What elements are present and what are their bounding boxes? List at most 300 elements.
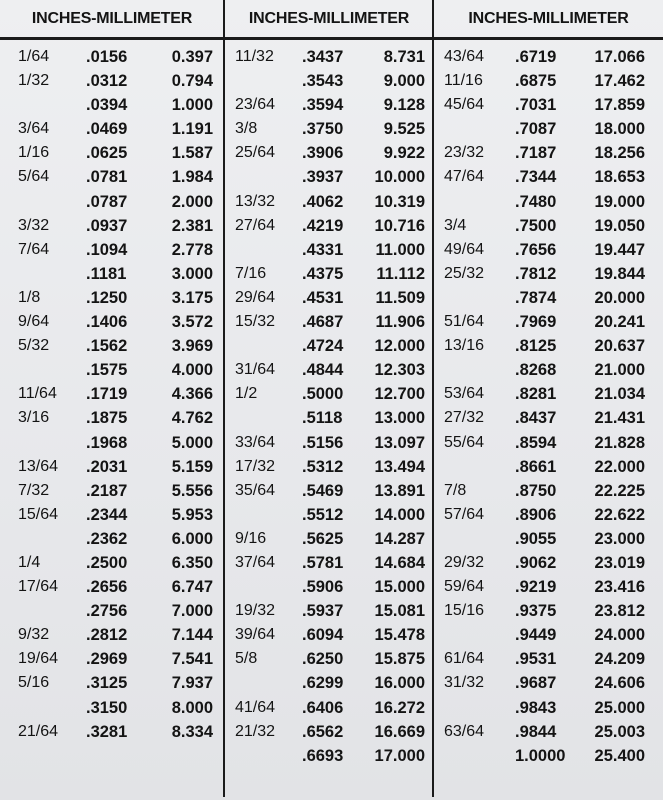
decimal-inch-cell: .2187 bbox=[86, 481, 128, 500]
table-row bbox=[434, 696, 663, 720]
fraction-cell: 59/64 bbox=[444, 578, 485, 596]
table-row bbox=[225, 599, 433, 623]
fraction-cell: 27/64 bbox=[235, 216, 276, 234]
fraction-cell: 29/32 bbox=[444, 553, 485, 571]
millimeter-cell: 13.000 bbox=[374, 409, 425, 428]
decimal-inch-cell: .6693 bbox=[302, 746, 344, 765]
decimal-inch-cell: .2656 bbox=[86, 578, 128, 597]
table-row bbox=[434, 527, 663, 551]
fraction-cell: 11/64 bbox=[18, 385, 57, 403]
millimeter-cell: 9.922 bbox=[383, 144, 425, 163]
millimeter-cell: 7.937 bbox=[171, 674, 213, 693]
table-row bbox=[225, 479, 433, 503]
table-row bbox=[225, 214, 433, 238]
millimeter-cell: 1.587 bbox=[171, 144, 213, 163]
millimeter-cell: 5.556 bbox=[171, 481, 213, 500]
millimeter-cell: 16.669 bbox=[374, 722, 425, 741]
decimal-inch-cell: .9062 bbox=[515, 553, 557, 572]
table-row bbox=[434, 238, 663, 262]
fraction-cell: 1/4 bbox=[18, 553, 41, 571]
decimal-inch-cell: .7031 bbox=[515, 96, 557, 115]
millimeter-cell: 4.000 bbox=[171, 361, 213, 380]
millimeter-cell: 15.000 bbox=[374, 578, 425, 597]
millimeter-cell: 1.191 bbox=[171, 120, 213, 139]
table-row bbox=[0, 214, 224, 238]
table-row bbox=[434, 69, 663, 93]
millimeter-cell: 12.000 bbox=[374, 337, 425, 356]
table-row bbox=[434, 623, 663, 647]
table-row bbox=[225, 647, 433, 671]
table-row bbox=[434, 358, 663, 382]
fraction-cell: 29/64 bbox=[235, 288, 276, 306]
millimeter-cell: 24.209 bbox=[594, 650, 645, 669]
table-row bbox=[225, 623, 433, 647]
millimeter-cell: 7.541 bbox=[171, 650, 213, 669]
decimal-inch-cell: .1181 bbox=[86, 264, 127, 283]
table-row bbox=[434, 262, 663, 286]
fraction-cell: 1/32 bbox=[18, 72, 50, 90]
millimeter-cell: 6.000 bbox=[171, 529, 213, 548]
fraction-cell: 25/32 bbox=[444, 264, 485, 282]
decimal-inch-cell: .3281 bbox=[86, 722, 128, 741]
table-row bbox=[0, 117, 224, 141]
fraction-cell: 51/64 bbox=[444, 313, 485, 331]
decimal-inch-cell: .9055 bbox=[515, 529, 557, 548]
millimeter-cell: 21.034 bbox=[594, 385, 645, 404]
fraction-cell: 53/64 bbox=[444, 385, 485, 403]
table-row bbox=[434, 551, 663, 575]
table-row bbox=[434, 671, 663, 695]
millimeter-cell: 6.350 bbox=[171, 553, 213, 572]
millimeter-cell: 9.525 bbox=[383, 120, 425, 139]
millimeter-cell: 18.000 bbox=[594, 120, 645, 139]
decimal-inch-cell: .2031 bbox=[86, 457, 128, 476]
column-header: INCHES-MILLIMETER bbox=[225, 0, 433, 40]
decimal-inch-cell: .7812 bbox=[515, 264, 557, 283]
millimeter-cell: 7.144 bbox=[171, 626, 213, 645]
fraction-cell: 23/64 bbox=[235, 96, 276, 114]
table-row bbox=[225, 551, 433, 575]
decimal-inch-cell: .5906 bbox=[302, 578, 344, 597]
fraction-cell: 5/32 bbox=[18, 337, 50, 355]
table-row bbox=[434, 334, 663, 358]
millimeter-cell: 14.684 bbox=[374, 553, 425, 572]
decimal-inch-cell: .3543 bbox=[302, 72, 344, 91]
millimeter-cell: 16.000 bbox=[374, 674, 425, 693]
table-row bbox=[0, 551, 224, 575]
decimal-inch-cell: .7087 bbox=[515, 120, 557, 139]
table-row bbox=[0, 310, 224, 334]
table-row bbox=[434, 431, 663, 455]
decimal-inch-cell: .0787 bbox=[86, 192, 128, 211]
fraction-cell: 7/32 bbox=[18, 481, 50, 499]
fraction-cell: 39/64 bbox=[235, 626, 276, 644]
decimal-inch-cell: .7874 bbox=[515, 288, 557, 307]
millimeter-cell: 10.319 bbox=[374, 192, 425, 211]
decimal-inch-cell: .8281 bbox=[515, 385, 557, 404]
fraction-cell: 9/64 bbox=[18, 313, 50, 331]
fraction-cell: 7/16 bbox=[235, 264, 267, 282]
table-row bbox=[434, 720, 663, 744]
fraction-cell: 31/64 bbox=[235, 361, 276, 379]
millimeter-cell: 23.000 bbox=[594, 529, 645, 548]
table-row bbox=[434, 141, 663, 165]
table-row bbox=[225, 720, 433, 744]
decimal-inch-cell: .8437 bbox=[515, 409, 557, 428]
fraction-cell: 3/64 bbox=[18, 120, 50, 138]
fraction-cell: 15/16 bbox=[444, 602, 485, 620]
table-row bbox=[225, 382, 433, 406]
millimeter-cell: 4.366 bbox=[171, 385, 213, 404]
millimeter-cell: 5.953 bbox=[171, 505, 213, 524]
decimal-inch-cell: .5781 bbox=[302, 553, 344, 572]
table-row bbox=[434, 93, 663, 117]
millimeter-cell: 17.859 bbox=[594, 96, 645, 115]
table-row bbox=[225, 190, 433, 214]
millimeter-cell: 10.000 bbox=[374, 168, 425, 187]
decimal-inch-cell: .6875 bbox=[515, 72, 557, 91]
decimal-inch-cell: .5469 bbox=[302, 481, 344, 500]
decimal-inch-cell: .1719 bbox=[86, 385, 128, 404]
table-row bbox=[0, 623, 224, 647]
fraction-cell: 21/64 bbox=[18, 722, 59, 740]
decimal-inch-cell: .1875 bbox=[86, 409, 128, 428]
table-row bbox=[225, 69, 433, 93]
millimeter-cell: 19.844 bbox=[594, 264, 645, 283]
column-header: INCHES-MILLIMETER bbox=[0, 0, 224, 40]
fraction-cell: 21/32 bbox=[235, 722, 276, 740]
fraction-cell: 7/8 bbox=[444, 481, 467, 499]
table-row bbox=[434, 599, 663, 623]
fraction-cell: 3/16 bbox=[18, 409, 50, 427]
millimeter-cell: 5.000 bbox=[171, 433, 213, 452]
millimeter-cell: 3.572 bbox=[171, 313, 213, 332]
table-row bbox=[0, 575, 224, 599]
column-rows bbox=[434, 45, 663, 768]
fraction-cell: 13/64 bbox=[18, 457, 59, 475]
millimeter-cell: 25.003 bbox=[594, 722, 645, 741]
fraction-cell: 1/2 bbox=[235, 385, 258, 403]
table-row bbox=[225, 334, 433, 358]
table-row bbox=[0, 141, 224, 165]
millimeter-cell: 22.000 bbox=[594, 457, 645, 476]
decimal-inch-cell: .5118 bbox=[302, 409, 343, 428]
decimal-inch-cell: .7656 bbox=[515, 240, 557, 259]
decimal-inch-cell: .9449 bbox=[515, 626, 557, 645]
table-row bbox=[225, 93, 433, 117]
millimeter-cell: 19.447 bbox=[594, 240, 645, 259]
decimal-inch-cell: .3594 bbox=[302, 96, 344, 115]
millimeter-cell: 24.000 bbox=[594, 626, 645, 645]
decimal-inch-cell: .2969 bbox=[86, 650, 128, 669]
decimal-inch-cell: .1575 bbox=[86, 361, 128, 380]
millimeter-cell: 9.000 bbox=[383, 72, 425, 91]
fraction-cell: 3/4 bbox=[444, 216, 467, 234]
table-row bbox=[434, 45, 663, 69]
millimeter-cell: 21.431 bbox=[594, 409, 645, 428]
table-row bbox=[0, 334, 224, 358]
table-row bbox=[434, 744, 663, 768]
decimal-inch-cell: .6094 bbox=[302, 626, 344, 645]
fraction-cell: 7/64 bbox=[18, 240, 50, 258]
decimal-inch-cell: .0469 bbox=[86, 120, 128, 139]
fraction-cell: 19/64 bbox=[18, 650, 59, 668]
fraction-cell: 23/32 bbox=[444, 144, 485, 162]
millimeter-cell: 3.969 bbox=[171, 337, 213, 356]
table-row bbox=[0, 671, 224, 695]
millimeter-cell: 0.794 bbox=[171, 72, 213, 91]
decimal-inch-cell: .5312 bbox=[302, 457, 344, 476]
fraction-cell: 43/64 bbox=[444, 48, 485, 65]
decimal-inch-cell: .1406 bbox=[86, 313, 128, 332]
table-row bbox=[434, 117, 663, 141]
decimal-inch-cell: .3937 bbox=[302, 168, 344, 187]
table-row bbox=[434, 382, 663, 406]
millimeter-cell: 13.891 bbox=[374, 481, 425, 500]
decimal-inch-cell: .5512 bbox=[302, 505, 344, 524]
table-row bbox=[225, 527, 433, 551]
table-row bbox=[225, 141, 433, 165]
millimeter-cell: 15.875 bbox=[374, 650, 425, 669]
table-row bbox=[434, 190, 663, 214]
fraction-cell: 49/64 bbox=[444, 240, 485, 258]
table-row bbox=[225, 575, 433, 599]
millimeter-cell: 22.622 bbox=[594, 505, 645, 524]
table-row bbox=[0, 358, 224, 382]
table-row bbox=[0, 238, 224, 262]
decimal-inch-cell: .8268 bbox=[515, 361, 557, 380]
fraction-cell: 17/32 bbox=[235, 457, 276, 475]
decimal-inch-cell: .8125 bbox=[515, 337, 557, 356]
millimeter-cell: 21.000 bbox=[594, 361, 645, 380]
fraction-cell: 25/64 bbox=[235, 144, 276, 162]
millimeter-cell: 3.175 bbox=[171, 288, 213, 307]
millimeter-cell: 21.828 bbox=[594, 433, 645, 452]
fraction-cell: 57/64 bbox=[444, 505, 485, 523]
decimal-inch-cell: .0156 bbox=[86, 48, 128, 66]
table-row bbox=[434, 479, 663, 503]
table-row bbox=[434, 647, 663, 671]
millimeter-cell: 15.081 bbox=[374, 602, 425, 621]
millimeter-cell: 2.381 bbox=[171, 216, 213, 235]
millimeter-cell: 0.397 bbox=[171, 48, 213, 66]
millimeter-cell: 23.019 bbox=[594, 553, 645, 572]
table-row bbox=[0, 455, 224, 479]
decimal-inch-cell: .6562 bbox=[302, 722, 344, 741]
decimal-inch-cell: .2756 bbox=[86, 602, 128, 621]
millimeter-cell: 23.416 bbox=[594, 578, 645, 597]
decimal-inch-cell: .5937 bbox=[302, 602, 344, 621]
decimal-inch-cell: .6250 bbox=[302, 650, 344, 669]
column-rows bbox=[225, 45, 433, 768]
table-row bbox=[434, 503, 663, 527]
decimal-inch-cell: .4724 bbox=[302, 337, 344, 356]
fraction-cell: 1/8 bbox=[18, 288, 41, 306]
millimeter-cell: 19.050 bbox=[594, 216, 645, 235]
table-row bbox=[0, 165, 224, 189]
column-3 bbox=[434, 0, 663, 800]
table-row bbox=[0, 720, 224, 744]
column-1 bbox=[0, 0, 224, 800]
decimal-inch-cell: .4331 bbox=[302, 240, 344, 259]
millimeter-cell: 16.272 bbox=[374, 698, 425, 717]
decimal-inch-cell: .9375 bbox=[515, 602, 557, 621]
millimeter-cell: 17.066 bbox=[594, 48, 645, 66]
millimeter-cell: 2.778 bbox=[171, 240, 213, 259]
millimeter-cell: 22.225 bbox=[594, 481, 645, 500]
millimeter-cell: 18.256 bbox=[594, 144, 645, 163]
fraction-cell: 3/8 bbox=[235, 120, 258, 138]
millimeter-cell: 20.241 bbox=[594, 313, 645, 332]
decimal-inch-cell: .8661 bbox=[515, 457, 557, 476]
millimeter-cell: 1.984 bbox=[171, 168, 213, 187]
decimal-inch-cell: .7969 bbox=[515, 313, 557, 332]
table-row bbox=[434, 406, 663, 430]
fraction-cell: 5/64 bbox=[18, 168, 50, 186]
table-row bbox=[0, 93, 224, 117]
fraction-cell: 41/64 bbox=[235, 698, 276, 716]
decimal-inch-cell: .0394 bbox=[86, 96, 128, 115]
fraction-cell: 27/32 bbox=[444, 409, 485, 427]
millimeter-cell: 6.747 bbox=[171, 578, 213, 597]
millimeter-cell: 8.731 bbox=[383, 48, 425, 66]
millimeter-cell: 23.812 bbox=[594, 602, 645, 621]
fraction-cell: 45/64 bbox=[444, 96, 485, 114]
millimeter-cell: 11.906 bbox=[375, 313, 425, 332]
millimeter-cell: 11.000 bbox=[375, 240, 425, 259]
fraction-cell: 3/32 bbox=[18, 216, 50, 234]
millimeter-cell: 24.606 bbox=[594, 674, 645, 693]
table-row bbox=[225, 744, 433, 768]
decimal-inch-cell: .4219 bbox=[302, 216, 344, 235]
millimeter-cell: 7.000 bbox=[171, 602, 213, 621]
table-row bbox=[225, 455, 433, 479]
fraction-cell: 9/32 bbox=[18, 626, 50, 644]
millimeter-cell: 8.000 bbox=[171, 698, 213, 717]
millimeter-cell: 9.128 bbox=[383, 96, 425, 115]
fraction-cell: 35/64 bbox=[235, 481, 276, 499]
decimal-inch-cell: .7480 bbox=[515, 192, 557, 211]
fraction-cell: 13/16 bbox=[444, 337, 485, 355]
decimal-inch-cell: .6406 bbox=[302, 698, 344, 717]
fraction-cell: 63/64 bbox=[444, 722, 485, 740]
decimal-inch-cell: 1.0000 bbox=[515, 746, 566, 765]
table-row bbox=[434, 310, 663, 334]
millimeter-cell: 12.303 bbox=[374, 361, 425, 380]
table-row bbox=[0, 406, 224, 430]
table-row bbox=[225, 238, 433, 262]
millimeter-cell: 13.097 bbox=[374, 433, 425, 452]
table-row bbox=[225, 431, 433, 455]
millimeter-cell: 11.509 bbox=[375, 288, 425, 307]
millimeter-cell: 8.334 bbox=[171, 722, 213, 741]
decimal-inch-cell: .7344 bbox=[515, 168, 557, 187]
table-row bbox=[0, 527, 224, 551]
fraction-cell: 31/32 bbox=[444, 674, 485, 692]
millimeter-cell: 19.000 bbox=[594, 192, 645, 211]
fraction-cell: 61/64 bbox=[444, 650, 485, 668]
decimal-inch-cell: .1968 bbox=[86, 433, 128, 452]
decimal-inch-cell: .9687 bbox=[515, 674, 557, 693]
decimal-inch-cell: .2812 bbox=[86, 626, 128, 645]
decimal-inch-cell: .4375 bbox=[302, 264, 344, 283]
decimal-inch-cell: .9219 bbox=[515, 578, 557, 597]
millimeter-cell: 14.287 bbox=[374, 529, 425, 548]
decimal-inch-cell: .2344 bbox=[86, 505, 128, 524]
table-row bbox=[225, 671, 433, 695]
fraction-cell: 19/32 bbox=[235, 602, 276, 620]
table-row bbox=[434, 165, 663, 189]
millimeter-cell: 20.637 bbox=[594, 337, 645, 356]
millimeter-cell: 17.000 bbox=[374, 746, 425, 765]
millimeter-cell: 14.000 bbox=[374, 505, 425, 524]
decimal-inch-cell: .9531 bbox=[515, 650, 557, 669]
decimal-inch-cell: .7500 bbox=[515, 216, 557, 235]
decimal-inch-cell: .3750 bbox=[302, 120, 344, 139]
table-row bbox=[0, 45, 224, 69]
decimal-inch-cell: .2362 bbox=[86, 529, 128, 548]
decimal-inch-cell: .9843 bbox=[515, 698, 557, 717]
decimal-inch-cell: .3906 bbox=[302, 144, 344, 163]
millimeter-cell: 18.653 bbox=[594, 168, 645, 187]
decimal-inch-cell: .2500 bbox=[86, 553, 128, 572]
fraction-cell: 47/64 bbox=[444, 168, 485, 186]
table-row bbox=[225, 165, 433, 189]
table-row bbox=[434, 575, 663, 599]
millimeter-cell: 20.000 bbox=[594, 288, 645, 307]
table-row bbox=[225, 358, 433, 382]
millimeter-cell: 15.478 bbox=[374, 626, 425, 645]
millimeter-cell: 17.462 bbox=[594, 72, 645, 91]
fraction-cell: 5/8 bbox=[235, 650, 258, 668]
decimal-inch-cell: .3437 bbox=[302, 48, 344, 66]
decimal-inch-cell: .3125 bbox=[86, 674, 128, 693]
decimal-inch-cell: .8594 bbox=[515, 433, 557, 452]
decimal-inch-cell: .4687 bbox=[302, 313, 344, 332]
table-row bbox=[0, 479, 224, 503]
fraction-cell: 17/64 bbox=[18, 578, 59, 596]
fraction-cell: 55/64 bbox=[444, 433, 485, 451]
fraction-cell: 13/32 bbox=[235, 192, 276, 210]
decimal-inch-cell: .4844 bbox=[302, 361, 344, 380]
decimal-inch-cell: .5156 bbox=[302, 433, 344, 452]
table-row bbox=[0, 696, 224, 720]
table-row bbox=[225, 406, 433, 430]
millimeter-cell: 25.400 bbox=[594, 746, 645, 765]
table-row bbox=[0, 503, 224, 527]
decimal-inch-cell: .4062 bbox=[302, 192, 344, 211]
decimal-inch-cell: .8750 bbox=[515, 481, 557, 500]
fraction-cell: 11/32 bbox=[235, 48, 274, 65]
decimal-inch-cell: .1562 bbox=[86, 337, 128, 356]
millimeter-cell: 1.000 bbox=[171, 96, 213, 115]
fraction-cell: 1/64 bbox=[18, 48, 50, 65]
table-row bbox=[0, 69, 224, 93]
millimeter-cell: 25.000 bbox=[594, 698, 645, 717]
millimeter-cell: 4.762 bbox=[171, 409, 213, 428]
decimal-inch-cell: .5000 bbox=[302, 385, 344, 404]
fraction-cell: 5/16 bbox=[18, 674, 50, 692]
decimal-inch-cell: .1094 bbox=[86, 240, 128, 259]
decimal-inch-cell: .0781 bbox=[86, 168, 128, 187]
table-row bbox=[225, 696, 433, 720]
table-row bbox=[225, 117, 433, 141]
decimal-inch-cell: .0625 bbox=[86, 144, 128, 163]
decimal-inch-cell: .0937 bbox=[86, 216, 128, 235]
decimal-inch-cell: .1250 bbox=[86, 288, 128, 307]
column-rows bbox=[0, 45, 224, 744]
fraction-cell: 15/64 bbox=[18, 505, 59, 523]
